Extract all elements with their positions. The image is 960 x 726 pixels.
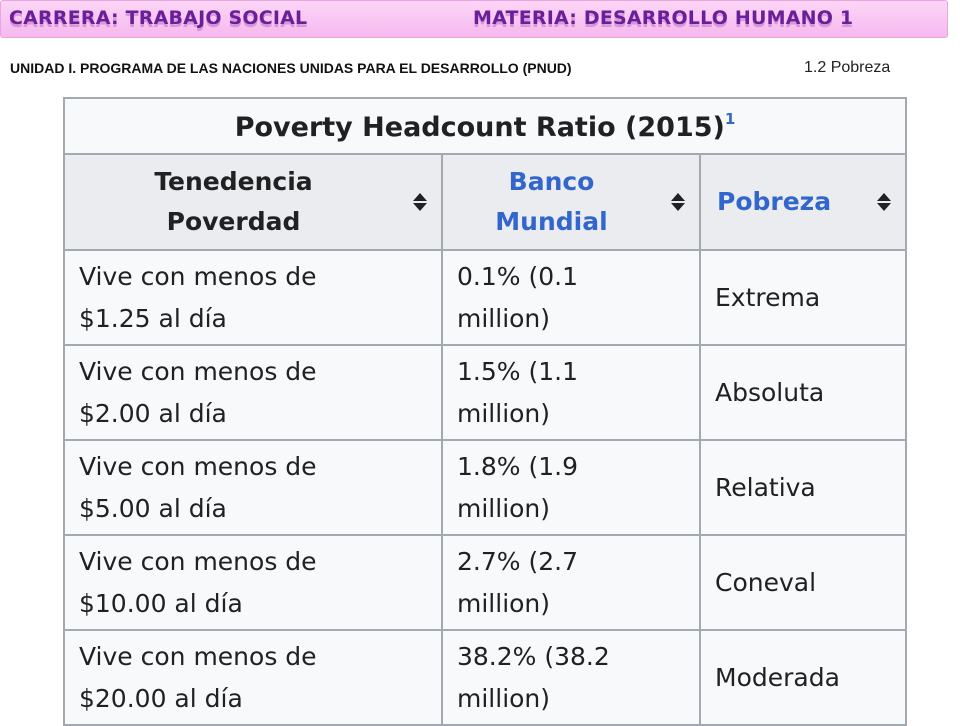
threshold-cell: Vive con menos de $2.00 al día bbox=[64, 345, 442, 440]
table-row bbox=[64, 250, 906, 345]
ratio-cell: 38.2% (38.2 million) bbox=[442, 630, 700, 725]
table-row bbox=[64, 630, 906, 725]
poverty-table bbox=[63, 97, 907, 726]
career-title: CARRERA: TRABAJO SOCIAL bbox=[9, 7, 308, 29]
threshold-cell: Vive con menos de $1.25 al día bbox=[64, 250, 442, 345]
ratio-cell: 1.8% (1.9 million) bbox=[442, 440, 700, 535]
header-line: Poverdad bbox=[166, 207, 301, 236]
threshold-cell: Vive con menos de $5.00 al día bbox=[64, 440, 442, 535]
poverty-type-cell: Moderada bbox=[700, 630, 906, 725]
unit-heading: UNIDAD I. PROGRAMA DE LAS NACIONES UNIDAS PARA EL DESARROLLO (PNUD) bbox=[10, 60, 572, 76]
header-link-line[interactable]: Banco bbox=[508, 167, 595, 196]
title-banner bbox=[0, 0, 948, 38]
sort-arrows-icon[interactable] bbox=[413, 193, 425, 211]
header-link-line[interactable]: Pobreza bbox=[717, 187, 832, 216]
poverty-type-cell: Absoluta bbox=[700, 345, 906, 440]
table-caption-text: Poverty Headcount Ratio (2015) bbox=[234, 111, 725, 143]
table-row bbox=[64, 440, 906, 535]
subject-title: MATERIA: DESARROLLO HUMANO 1 bbox=[473, 7, 854, 29]
header-line: Tenedencia bbox=[154, 167, 313, 196]
section-label: 1.2 Pobreza bbox=[804, 59, 891, 76]
column-header-banco-mundial[interactable] bbox=[442, 154, 700, 250]
sort-arrows-icon[interactable] bbox=[877, 193, 889, 211]
threshold-cell: Vive con menos de $20.00 al día bbox=[64, 630, 442, 725]
table-row bbox=[64, 345, 906, 440]
poverty-type-cell: Relativa bbox=[700, 440, 906, 535]
table-caption bbox=[64, 98, 906, 154]
column-header-tendencia[interactable] bbox=[64, 154, 442, 250]
ratio-cell: 1.5% (1.1 million) bbox=[442, 345, 700, 440]
poverty-type-cell: Coneval bbox=[700, 535, 906, 630]
header-link-line[interactable]: Mundial bbox=[495, 207, 608, 236]
table-row bbox=[64, 535, 906, 630]
ratio-cell: 2.7% (2.7 million) bbox=[442, 535, 700, 630]
threshold-cell: Vive con menos de $10.00 al día bbox=[64, 535, 442, 630]
caption-reference-link[interactable]: 1 bbox=[724, 109, 736, 128]
column-header-pobreza[interactable] bbox=[700, 154, 906, 250]
poverty-type-cell: Extrema bbox=[700, 250, 906, 345]
ratio-cell: 0.1% (0.1 million) bbox=[442, 250, 700, 345]
sort-arrows-icon[interactable] bbox=[671, 193, 683, 211]
